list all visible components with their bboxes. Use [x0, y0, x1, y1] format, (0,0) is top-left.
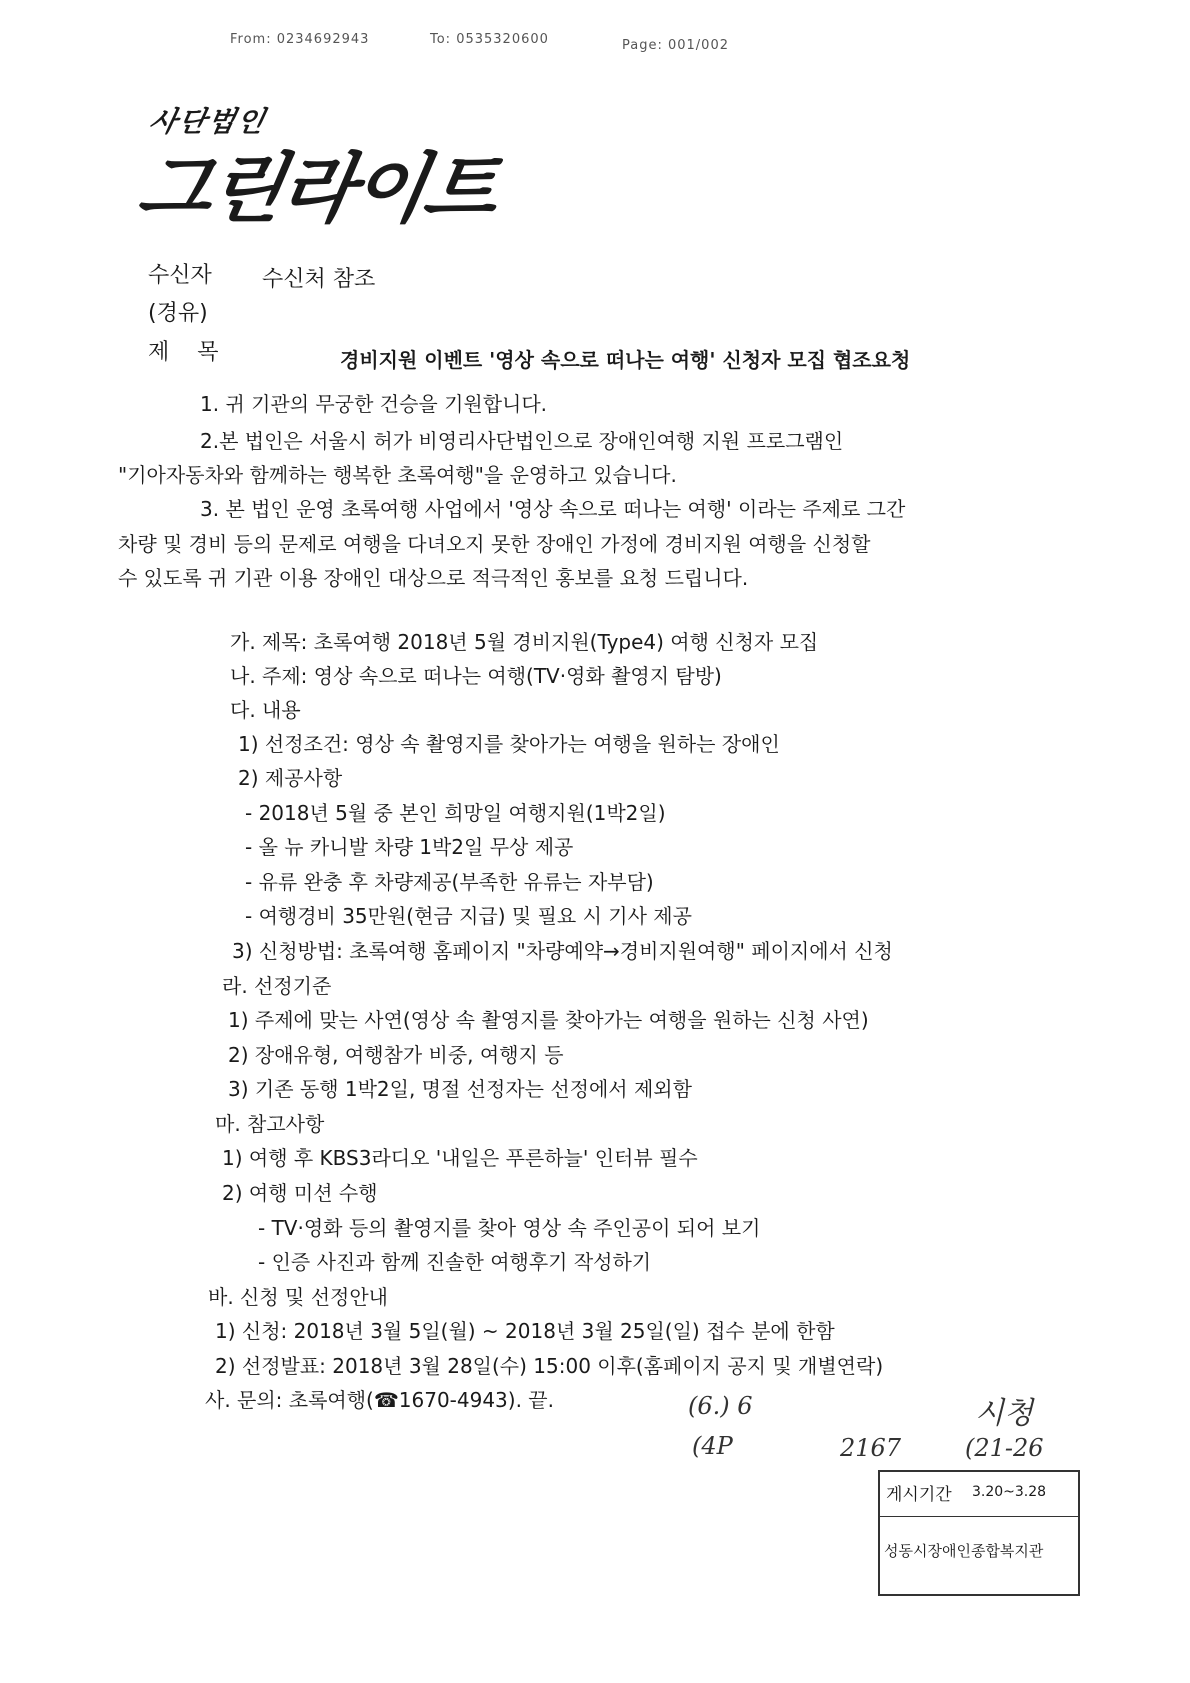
detail-ga: 가. 제목: 초록여행 2018년 5월 경비지원(Type4) 여행 신청자 모집 — [230, 630, 819, 654]
detail-ra-2: 2) 장애유형, 여행참가 비중, 여행지 등 — [228, 1043, 564, 1067]
fax-from: From: 0234692943 — [230, 32, 370, 47]
stamp-dates: 3.20~3.28 — [972, 1484, 1047, 1500]
handwritten-note-2: (4P — [692, 1432, 733, 1460]
detail-da-2: 2) 제공사항 — [238, 766, 343, 790]
detail-ma: 마. 참고사항 — [215, 1112, 325, 1136]
body-line-2: 2.본 법인은 서울시 허가 비영리사단법인으로 장애인여행 지원 프로그램인 — [200, 429, 844, 453]
stamp-label: 게시기간 — [886, 1485, 952, 1505]
detail-da-1: 1) 선정조건: 영상 속 촬영지를 찾아가는 여행을 원하는 장애인 — [238, 732, 780, 756]
handwritten-note-4: 2167 — [840, 1434, 902, 1462]
handwritten-note-5: (21-26 — [965, 1434, 1044, 1462]
detail-da-2-b: - 올 뉴 카니발 차량 1박2일 무상 제공 — [245, 835, 574, 859]
letterhead-org-name: 그린라이트 — [131, 144, 504, 233]
handwritten-note-3: 시청 — [975, 1396, 1033, 1431]
detail-da-2-c: - 유류 완충 후 차량제공(부족한 유류는 자부담) — [245, 870, 654, 894]
detail-da-2-d: - 여행경비 35만원(현금 지급) 및 필요 시 기사 제공 — [245, 904, 692, 928]
body-line-6: 수 있도록 귀 기관 이용 장애인 대상으로 적극적인 홍보를 요청 드립니다. — [118, 566, 749, 590]
detail-da: 다. 내용 — [230, 698, 301, 722]
subject-label: 제 목 — [148, 340, 219, 365]
detail-sa: 사. 문의: 초록여행(☎1670-4943). 끝. — [205, 1388, 554, 1412]
subject-value: 경비지원 이벤트 '영상 속으로 떠나는 여행' 신청자 모집 협조요청 — [340, 348, 911, 372]
detail-da-2-a: - 2018년 5월 중 본인 희망일 여행지원(1박2일) — [245, 801, 666, 825]
fax-page: Page: 001/002 — [622, 38, 729, 53]
detail-ra-1: 1) 주제에 맞는 사연(영상 속 촬영지를 찾아가는 여행을 원하는 신청 사연) — [228, 1008, 869, 1032]
detail-ba-1: 1) 신청: 2018년 3월 5일(월) ~ 2018년 3월 25일(일) 접수 분에 한함 — [215, 1319, 835, 1343]
fax-to: To: 0535320600 — [430, 32, 549, 47]
detail-na: 나. 주제: 영상 속으로 떠나는 여행(TV·영화 촬영지 탐방) — [230, 664, 722, 688]
detail-ma-2: 2) 여행 미션 수행 — [222, 1181, 378, 1205]
posting-stamp — [878, 1470, 1080, 1596]
via-label: (경유) — [148, 301, 208, 326]
stamp-org: 성동시장애인종합복지관 — [884, 1542, 1044, 1560]
letterhead-org-type: 사단법인 — [146, 105, 270, 138]
body-line-4: 3. 본 법인 운영 초록여행 사업에서 '영상 속으로 떠나는 여행' 이라는 주제로 그간 — [200, 497, 906, 521]
recipient-label: 수신자 — [148, 263, 212, 288]
recipient-value: 수신처 참조 — [262, 267, 376, 292]
detail-ba-2: 2) 선정발표: 2018년 3월 28일(수) 15:00 이후(홈페이지 공지 및 개별연락) — [215, 1354, 884, 1378]
detail-ra-3: 3) 기존 동행 1박2일, 명절 선정자는 선정에서 제외함 — [228, 1077, 692, 1101]
detail-da-3: 3) 신청방법: 초록여행 홈페이지 "차량예약→경비지원여행" 페이지에서 신청 — [232, 939, 893, 963]
detail-ra: 라. 선정기준 — [222, 974, 332, 998]
body-line-1: 1. 귀 기관의 무궁한 건승을 기원합니다. — [200, 392, 548, 416]
body-line-5: 차량 및 경비 등의 문제로 여행을 다녀오지 못한 장애인 가정에 경비지원 여행을 신청할 — [118, 532, 871, 556]
handwritten-note-1: (6.) 6 — [688, 1392, 753, 1420]
detail-ma-2-b: - 인증 사진과 함께 진솔한 여행후기 작성하기 — [258, 1250, 652, 1274]
detail-ma-1: 1) 여행 후 KBS3라디오 '내일은 푸른하늘' 인터뷰 필수 — [222, 1146, 698, 1170]
detail-ba: 바. 신청 및 선정안내 — [208, 1285, 388, 1309]
stamp-divider — [880, 1516, 1078, 1517]
detail-ma-2-a: - TV·영화 등의 촬영지를 찾아 영상 속 주인공이 되어 보기 — [258, 1216, 761, 1240]
body-line-3: "기아자동차와 함께하는 행복한 초록여행"을 운영하고 있습니다. — [118, 463, 677, 487]
